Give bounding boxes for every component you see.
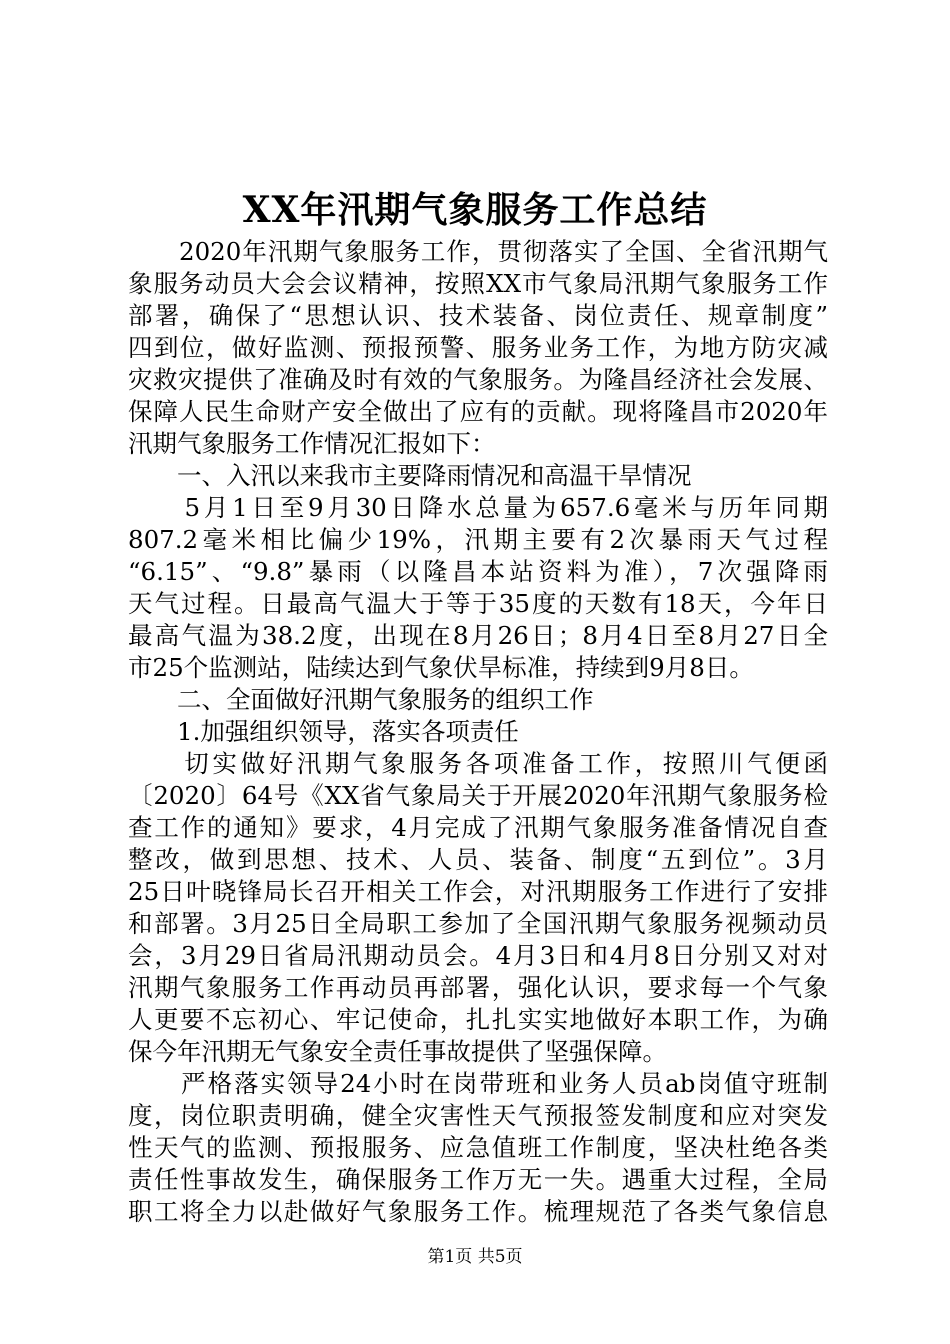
- text-line: 严格落实领导24小时在岗带班和业务人员ab岗值守班制: [128, 1069, 828, 1098]
- text-line: “6.15”、“9.8”暴雨（以隆昌本站资料为准），7次强降雨: [128, 557, 828, 586]
- text-line: 部署，确保了“思想认识、技术装备、岗位责任、规章制度”: [128, 301, 828, 330]
- text-line: 人更要不忘初心、牢记使命，扎扎实实地做好本职工作，为确: [128, 1005, 828, 1034]
- text-line: 汛期气象服务工作情况汇报如下：: [128, 429, 496, 458]
- text-line: 切实做好汛期气象服务各项准备工作，按照川气便函: [128, 749, 828, 778]
- text-line: 5月1日至9月30日降水总量为657.6毫米与历年同期: [128, 493, 828, 522]
- text-line: 2020年汛期气象服务工作，贯彻落实了全国、全省汛期气: [128, 237, 828, 266]
- text-line: 查工作的通知》要求，4月完成了汛期气象服务准备情况自查: [128, 813, 828, 842]
- text-line: 四到位，做好监测、预报预警、服务业务工作，为地方防灾减: [128, 333, 828, 362]
- text-line: 性天气的监测、预报服务、应急值班工作制度，坚决杜绝各类: [128, 1133, 828, 1162]
- text-line: 象服务动员大会会议精神，按照XX市气象局汛期气象服务工作: [128, 269, 828, 298]
- text-line: 会，3月29日省局汛期动员会。4月3日和4月8日分别又对对: [128, 941, 828, 970]
- text-line: 1.加强组织领导，落实各项责任: [128, 717, 519, 746]
- document-title: XX年汛期气象服务工作总结: [242, 189, 708, 231]
- text-line: 汛期气象服务工作再动员再部署，强化认识，要求每一个气象: [128, 973, 828, 1002]
- text-line: 责任性事故发生，确保服务工作万无一失。遇重大过程，全局: [128, 1165, 828, 1194]
- text-line: 25日叶晓锋局长召开相关工作会，对汛期服务工作进行了安排: [128, 877, 828, 906]
- text-line: 和部署。3月25日全局职工参加了全国汛期气象服务视频动员: [128, 909, 828, 938]
- text-line: 807.2毫米相比偏少19%，汛期主要有2次暴雨天气过程: [128, 525, 828, 554]
- text-line: 天气过程。日最高气温大于等于35度的天数有18天，今年日: [128, 589, 828, 618]
- document-body: [128, 236, 828, 1228]
- text-line: 一、入汛以来我市主要降雨情况和高温干旱情况: [128, 461, 692, 490]
- text-line: 市25个监测站，陆续达到气象伏旱标准，持续到9月8日。: [128, 653, 754, 682]
- text-line: 最高气温为38.2度，出现在8月26日；8月4日至8月27日全: [128, 621, 828, 650]
- page-footer: 第1页 共5页: [427, 1247, 523, 1267]
- text-line: 整改，做到思想、技术、人员、装备、制度“五到位”。3月: [128, 845, 828, 874]
- text-line: 灾救灾提供了准确及时有效的气象服务。为隆昌经济社会发展、: [128, 365, 828, 394]
- text-line: 度，岗位职责明确，健全灾害性天气预报签发制度和应对突发: [128, 1101, 828, 1130]
- text-line: 职工将全力以赴做好气象服务工作。梳理规范了各类气象信息: [128, 1197, 828, 1226]
- text-line: 〔2020〕64号《XX省气象局关于开展2020年汛期气象服务检: [128, 781, 828, 810]
- text-line: 保今年汛期无气象安全责任事故提供了坚强保障。: [128, 1037, 667, 1066]
- text-line: 保障人民生命财产安全做出了应有的贡献。现将隆昌市2020年: [128, 397, 828, 426]
- text-line: 二、全面做好汛期气象服务的组织工作: [128, 685, 594, 714]
